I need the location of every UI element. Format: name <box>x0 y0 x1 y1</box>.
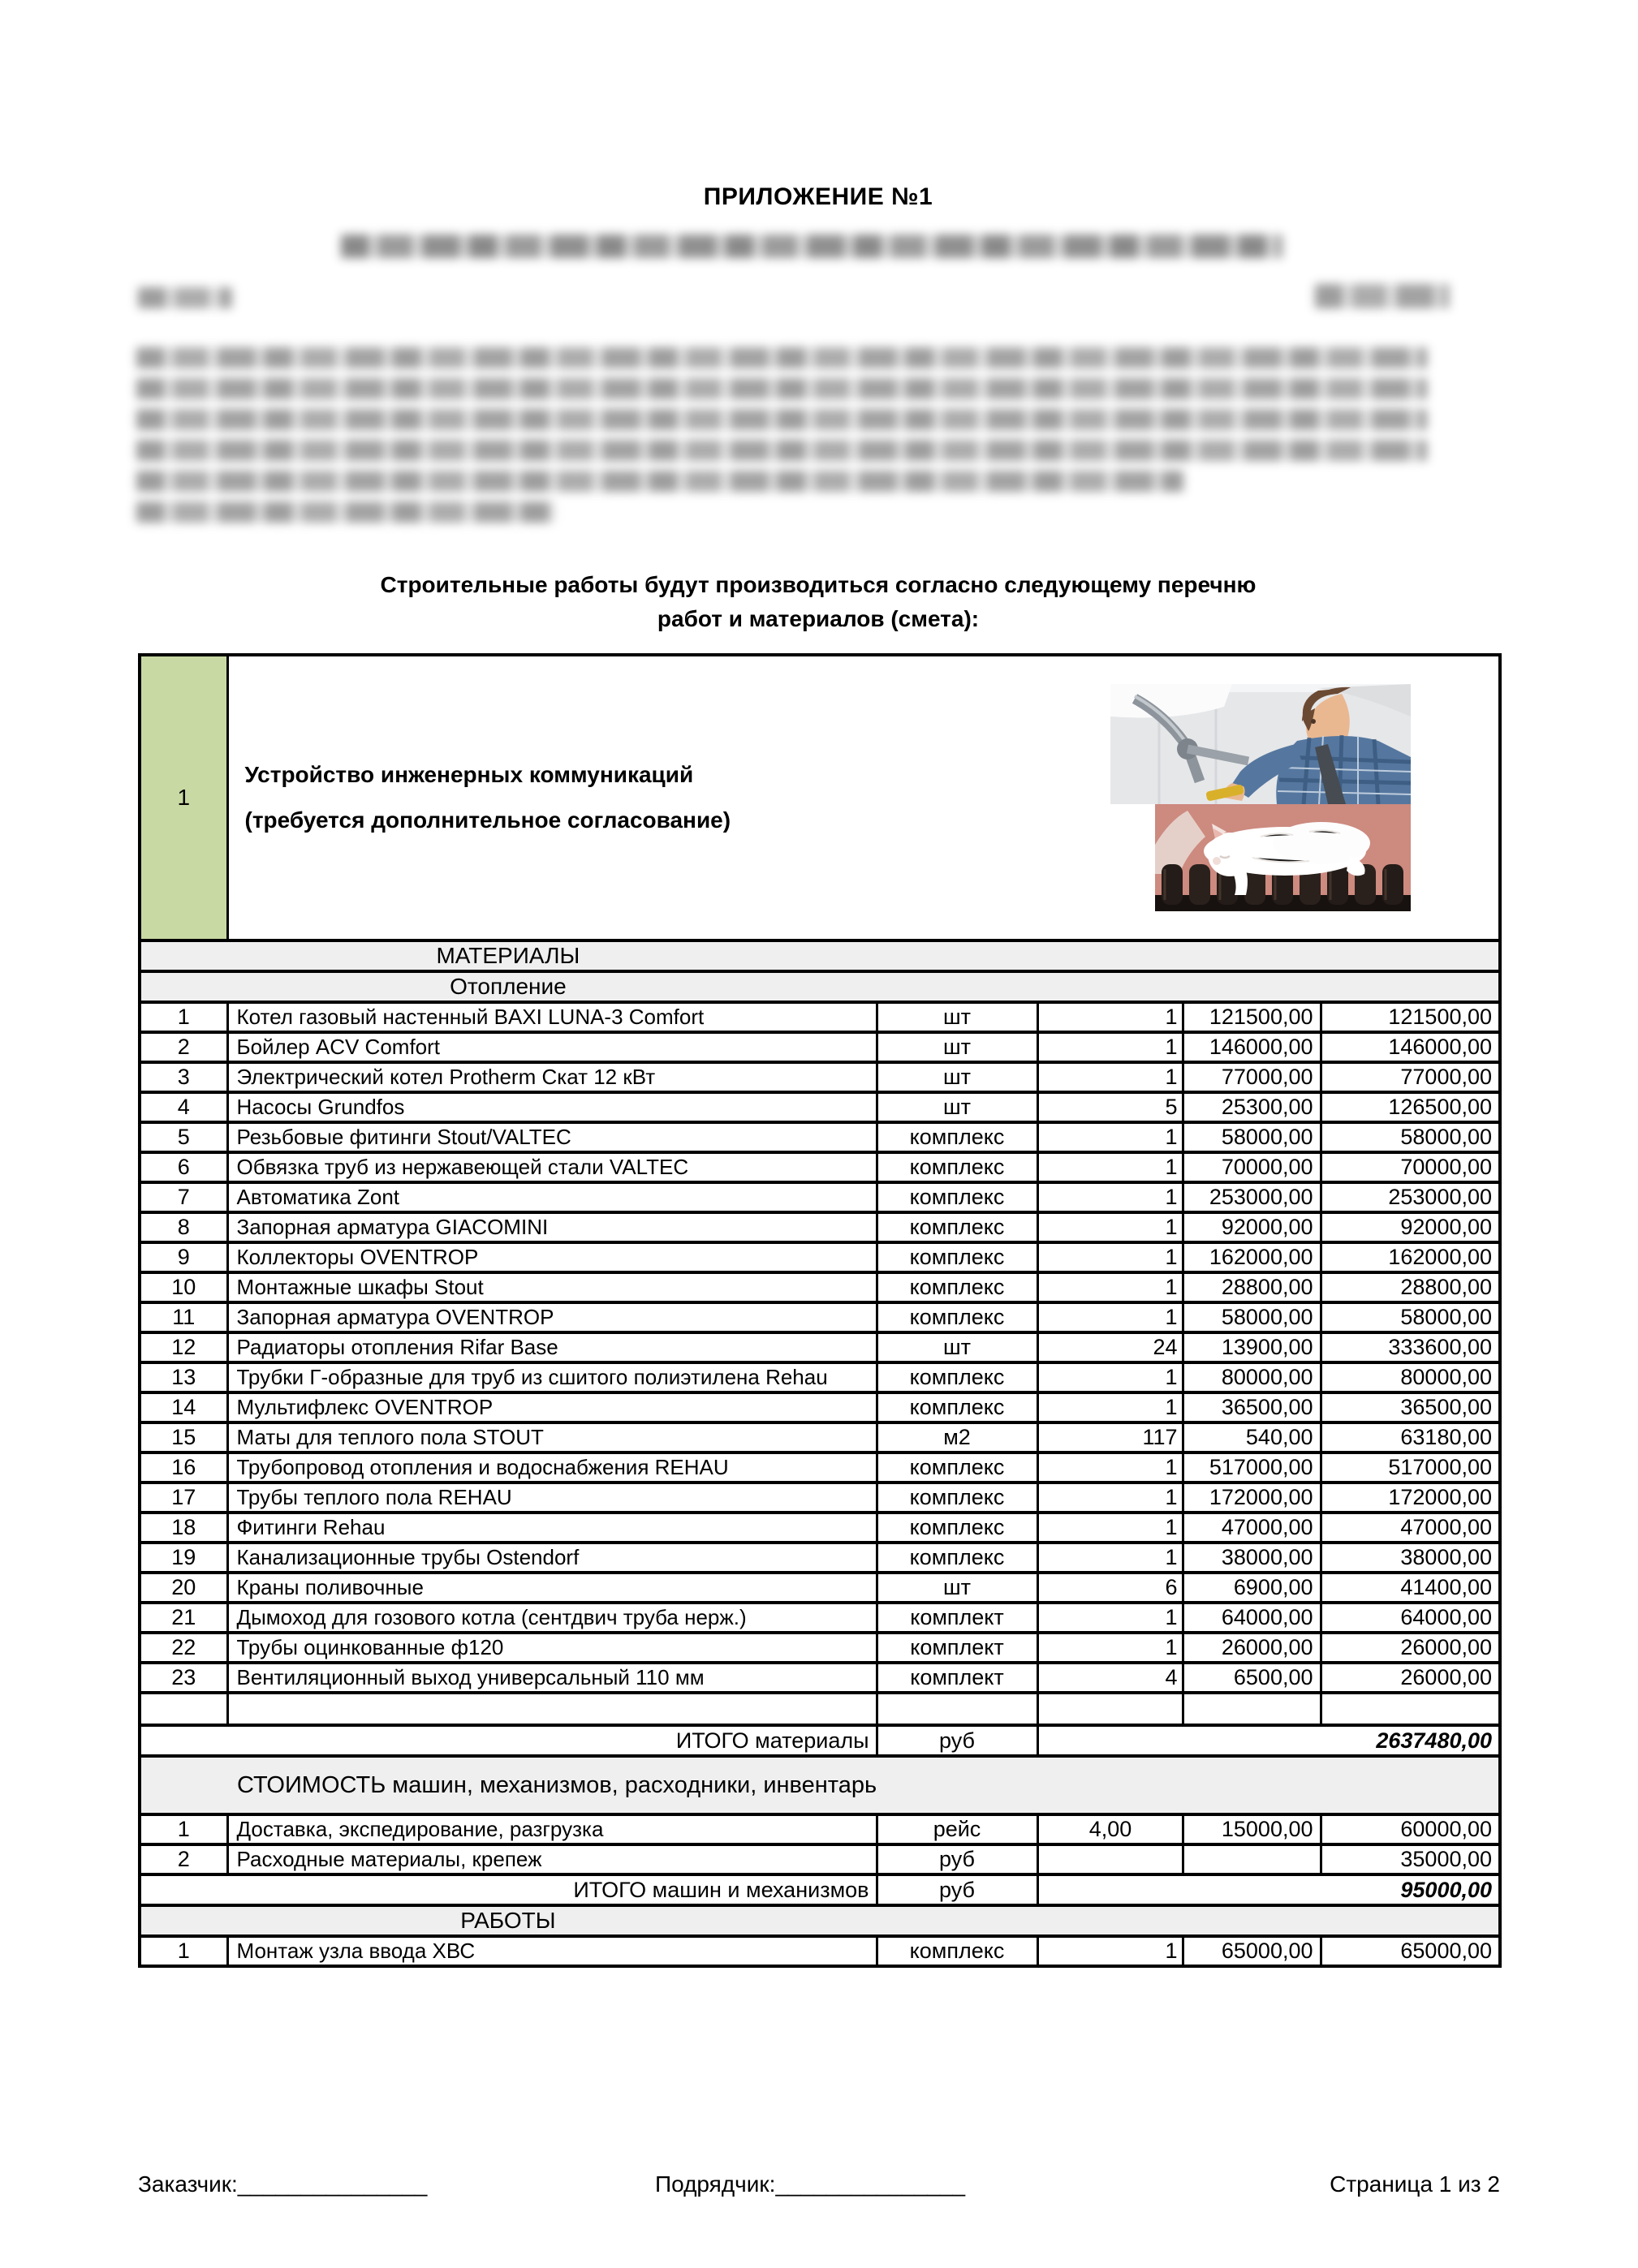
item-name-cell: Резьбовые фитинги Stout/VALTEC <box>227 1122 877 1152</box>
unit-cell: комплекс <box>877 1543 1037 1573</box>
quantity-cell: 117 <box>1037 1422 1183 1452</box>
unit-cell: комплекс <box>877 1242 1037 1272</box>
item-name-cell: Электрический котел Protherm Скат 12 кВт <box>227 1062 877 1092</box>
row-number-cell: 10 <box>140 1272 227 1302</box>
materials-total-label: ИТОГО материалы <box>140 1725 877 1756</box>
project-description-cell <box>227 655 1500 940</box>
item-name-cell: Запорная арматура OVENTROP <box>227 1302 877 1332</box>
price-cell: 36500,00 <box>1183 1392 1321 1422</box>
page-number: Страница 1 из 2 <box>1330 2171 1500 2197</box>
total-cell: 64000,00 <box>1321 1603 1500 1633</box>
quantity-cell: 4,00 <box>1037 1814 1183 1844</box>
contractor-signature-line: _______________ <box>775 2171 966 2197</box>
price-cell: 540,00 <box>1183 1422 1321 1452</box>
unit-cell: комплекс <box>877 1182 1037 1212</box>
total-cell: 58000,00 <box>1321 1302 1500 1332</box>
quantity-cell: 1 <box>1037 1062 1183 1092</box>
quantity-cell: 1 <box>1037 1302 1183 1332</box>
row-number-cell: 17 <box>140 1483 227 1513</box>
total-cell: 80000,00 <box>1321 1362 1500 1392</box>
price-cell: 80000,00 <box>1183 1362 1321 1392</box>
total-cell: 26000,00 <box>1321 1663 1500 1693</box>
row-number-cell: 9 <box>140 1242 227 1272</box>
table-row <box>140 1122 1500 1152</box>
intro-line-1: Строительные работы будут производиться согласно следующему перечню <box>380 572 1257 597</box>
row-number-cell: 21 <box>140 1603 227 1633</box>
table-row <box>140 1032 1500 1062</box>
total-cell: 58000,00 <box>1321 1122 1500 1152</box>
materials-section-cell <box>140 940 1500 971</box>
quantity-cell: 1 <box>1037 1362 1183 1392</box>
row-number-cell: 1 <box>140 1814 227 1844</box>
quantity-cell: 5 <box>1037 1092 1183 1122</box>
machines-section-label: СТОИМОСТЬ машин, механизмов, расходники, инвентарь <box>140 1756 1500 1814</box>
unit-cell: рейс <box>877 1814 1037 1844</box>
quantity-cell: 1 <box>1037 1032 1183 1062</box>
price-cell: 58000,00 <box>1183 1302 1321 1332</box>
table-row <box>140 1663 1500 1693</box>
unit-cell: комплекс <box>877 1392 1037 1422</box>
total-cell: 35000,00 <box>1321 1844 1500 1874</box>
table-row <box>140 1362 1500 1392</box>
table-row <box>140 1242 1500 1272</box>
table-row <box>140 1302 1500 1332</box>
total-cell: 47000,00 <box>1321 1513 1500 1543</box>
table-row <box>140 1332 1500 1362</box>
materials-total-unit: руб <box>877 1725 1037 1756</box>
unit-cell: комплекс <box>877 1936 1037 1966</box>
quantity-cell: 1 <box>1037 1002 1183 1032</box>
unit-cell: комплекс <box>877 1452 1037 1483</box>
unit-cell: шт <box>877 1573 1037 1603</box>
row-number-cell: 23 <box>140 1663 227 1693</box>
quantity-cell: 1 <box>1037 1152 1183 1182</box>
plumber-at-work-photo <box>1110 684 1411 804</box>
price-cell: 47000,00 <box>1183 1513 1321 1543</box>
price-cell: 26000,00 <box>1183 1633 1321 1663</box>
redacted-date <box>1315 284 1449 308</box>
page-title: ПРИЛОЖЕНИЕ №1 <box>703 183 933 210</box>
item-name-cell: Автоматика Zont <box>227 1182 877 1212</box>
row-number-cell: 3 <box>140 1062 227 1092</box>
machines-rows <box>140 1814 1500 1874</box>
price-cell: 162000,00 <box>1183 1242 1321 1272</box>
heating-group-cell <box>140 971 1500 1002</box>
machines-total-value: 95000,00 <box>1037 1874 1500 1905</box>
item-name-cell: Трубы теплого пола REHAU <box>227 1483 877 1513</box>
item-name-cell: Насосы Grundfos <box>227 1092 877 1122</box>
total-cell: 77000,00 <box>1321 1062 1500 1092</box>
intro-heading <box>138 568 1498 636</box>
total-cell: 26000,00 <box>1321 1633 1500 1663</box>
contractor-label: Подрядчик: <box>655 2171 776 2197</box>
project-description: Устройство инженерных коммуникаций (требуется дополнительное согласование) <box>244 762 731 833</box>
redacted-paragraph <box>136 347 1427 532</box>
table-row <box>140 1182 1500 1212</box>
item-name-cell: Вентиляционный выход универсальный 110 мм <box>227 1663 877 1693</box>
table-row <box>140 1936 1500 1966</box>
price-cell: 146000,00 <box>1183 1032 1321 1062</box>
project-row-number-cell: 1 <box>140 655 227 940</box>
estimate-table <box>138 653 1502 1968</box>
unit-cell: руб <box>877 1844 1037 1874</box>
item-name-cell: Коллекторы OVENTROP <box>227 1242 877 1272</box>
price-cell: 15000,00 <box>1183 1814 1321 1844</box>
quantity-cell: 1 <box>1037 1603 1183 1633</box>
price-cell: 77000,00 <box>1183 1062 1321 1092</box>
unit-cell: комплекс <box>877 1272 1037 1302</box>
price-cell: 6900,00 <box>1183 1573 1321 1603</box>
unit-cell: комплекс <box>877 1302 1037 1332</box>
table-row <box>140 1844 1500 1874</box>
total-cell: 126500,00 <box>1321 1092 1500 1122</box>
table-row <box>140 1212 1500 1242</box>
quantity-cell: 1 <box>1037 1452 1183 1483</box>
redacted-text-line <box>136 378 1427 399</box>
quantity-cell: 1 <box>1037 1242 1183 1272</box>
contractor-signature-field <box>655 2171 965 2197</box>
customer-signature-line: _______________ <box>237 2171 428 2197</box>
unit-cell: комплект <box>877 1603 1037 1633</box>
quantity-cell: 1 <box>1037 1272 1183 1302</box>
table-row <box>140 1633 1500 1663</box>
quantity-cell: 1 <box>1037 1513 1183 1543</box>
row-number-cell: 8 <box>140 1212 227 1242</box>
row-number-cell: 19 <box>140 1543 227 1573</box>
table-row <box>140 1392 1500 1422</box>
price-cell: 25300,00 <box>1183 1092 1321 1122</box>
price-cell: 65000,00 <box>1183 1936 1321 1966</box>
total-cell: 121500,00 <box>1321 1002 1500 1032</box>
total-cell: 517000,00 <box>1321 1452 1500 1483</box>
materials-section-label: МАТЕРИАЛЫ <box>436 943 580 968</box>
intro-line-2: работ и материалов (смета): <box>657 606 980 631</box>
row-number-cell: 6 <box>140 1152 227 1182</box>
price-cell <box>1183 1844 1321 1874</box>
row-number-cell: 22 <box>140 1633 227 1663</box>
redacted-text-line <box>136 501 554 523</box>
table-row <box>140 1573 1500 1603</box>
total-cell: 172000,00 <box>1321 1483 1500 1513</box>
quantity-cell: 1 <box>1037 1936 1183 1966</box>
item-name-cell: Трубки Г-образные для труб из сшитого полиэтилена Rehau <box>227 1362 877 1392</box>
item-name-cell: Дымоход для гозового котла (сентдвич труба нерж.) <box>227 1603 877 1633</box>
total-cell: 253000,00 <box>1321 1182 1500 1212</box>
table-row <box>140 1452 1500 1483</box>
machines-total-row <box>140 1874 1500 1905</box>
item-name-cell: Радиаторы отопления Rifar Base <box>227 1332 877 1362</box>
price-cell: 6500,00 <box>1183 1663 1321 1693</box>
quantity-cell: 1 <box>1037 1392 1183 1422</box>
table-row <box>140 1543 1500 1573</box>
total-cell: 36500,00 <box>1321 1392 1500 1422</box>
quantity-cell: 1 <box>1037 1543 1183 1573</box>
heating-group-label: Отопление <box>450 974 567 999</box>
redacted-contract-title <box>341 235 1282 258</box>
item-name-cell: Монтаж узла ввода ХВС <box>227 1936 877 1966</box>
customer-signature-field <box>138 2171 427 2197</box>
works-section-header <box>140 1905 1500 1936</box>
table-row <box>140 1002 1500 1032</box>
row-number-cell: 18 <box>140 1513 227 1543</box>
price-cell: 517000,00 <box>1183 1452 1321 1483</box>
redacted-text-line <box>136 471 1183 492</box>
item-name-cell: Канализационные трубы Ostendorf <box>227 1543 877 1573</box>
unit-cell: комплект <box>877 1633 1037 1663</box>
item-name-cell: Расходные материалы, крепеж <box>227 1844 877 1874</box>
works-section-cell <box>140 1905 1500 1936</box>
materials-section-header <box>140 940 1500 971</box>
total-cell: 162000,00 <box>1321 1242 1500 1272</box>
unit-cell: комплекс <box>877 1483 1037 1513</box>
price-cell: 28800,00 <box>1183 1272 1321 1302</box>
works-section-label: РАБОТЫ <box>460 1908 556 1933</box>
row-number-cell: 14 <box>140 1392 227 1422</box>
quantity-cell <box>1037 1844 1183 1874</box>
item-name-cell: Краны поливочные <box>227 1573 877 1603</box>
total-cell: 41400,00 <box>1321 1573 1500 1603</box>
total-cell: 65000,00 <box>1321 1936 1500 1966</box>
heating-group-header <box>140 971 1500 1002</box>
table-row <box>140 1092 1500 1122</box>
redacted-text-line <box>136 347 1427 368</box>
quantity-cell: 1 <box>1037 1483 1183 1513</box>
unit-cell: комплекс <box>877 1513 1037 1543</box>
total-cell: 146000,00 <box>1321 1032 1500 1062</box>
machines-section-header <box>140 1756 1500 1814</box>
unit-cell: комплекс <box>877 1152 1037 1182</box>
table-row <box>140 1483 1500 1513</box>
project-photos <box>1110 684 1411 911</box>
unit-cell: комплекс <box>877 1122 1037 1152</box>
row-number-cell: 7 <box>140 1182 227 1212</box>
unit-cell: шт <box>877 1062 1037 1092</box>
row-number-cell: 15 <box>140 1422 227 1452</box>
price-cell: 58000,00 <box>1183 1122 1321 1152</box>
row-number-cell: 1 <box>140 1002 227 1032</box>
item-name-cell: Доставка, экспедирование, разгрузка <box>227 1814 877 1844</box>
item-name-cell: Котел газовый настенный BAXI LUNA-3 Comfort <box>227 1002 877 1032</box>
price-cell: 172000,00 <box>1183 1483 1321 1513</box>
unit-cell: комплекс <box>877 1212 1037 1242</box>
price-cell: 92000,00 <box>1183 1212 1321 1242</box>
table-row <box>140 1422 1500 1452</box>
item-name-cell: Фитинги Rehau <box>227 1513 877 1543</box>
materials-total-value: 2637480,00 <box>1037 1725 1500 1756</box>
item-name-cell: Обвязка труб из нержавеющей стали VALTEC <box>227 1152 877 1182</box>
project-row <box>140 655 1500 940</box>
item-name-cell: Монтажные шкафы Stout <box>227 1272 877 1302</box>
quantity-cell: 4 <box>1037 1663 1183 1693</box>
row-number-cell: 5 <box>140 1122 227 1152</box>
materials-total-row <box>140 1725 1500 1756</box>
row-number-cell: 11 <box>140 1302 227 1332</box>
table-row <box>140 1272 1500 1302</box>
price-cell: 64000,00 <box>1183 1603 1321 1633</box>
row-number-cell: 13 <box>140 1362 227 1392</box>
total-cell: 92000,00 <box>1321 1212 1500 1242</box>
item-name-cell: Мультифлекс OVENTROP <box>227 1392 877 1422</box>
cat-sleeping-on-radiator-photo <box>1155 804 1411 911</box>
item-name-cell: Трубы оцинкованные ф120 <box>227 1633 877 1663</box>
price-cell: 121500,00 <box>1183 1002 1321 1032</box>
price-cell: 253000,00 <box>1183 1182 1321 1212</box>
item-name-cell: Маты для теплого пола STOUT <box>227 1422 877 1452</box>
row-number-cell: 4 <box>140 1092 227 1122</box>
table-row <box>140 1152 1500 1182</box>
unit-cell: комплекс <box>877 1362 1037 1392</box>
quantity-cell: 1 <box>1037 1182 1183 1212</box>
customer-label: Заказчик: <box>138 2171 238 2197</box>
total-cell: 28800,00 <box>1321 1272 1500 1302</box>
total-cell: 60000,00 <box>1321 1814 1500 1844</box>
quantity-cell: 6 <box>1037 1573 1183 1603</box>
unit-cell: шт <box>877 1002 1037 1032</box>
row-number-cell: 2 <box>140 1844 227 1874</box>
total-cell: 38000,00 <box>1321 1543 1500 1573</box>
unit-cell: шт <box>877 1332 1037 1362</box>
row-number-cell: 12 <box>140 1332 227 1362</box>
price-cell: 38000,00 <box>1183 1543 1321 1573</box>
price-cell: 13900,00 <box>1183 1332 1321 1362</box>
table-row <box>140 1603 1500 1633</box>
redacted-text-line <box>136 409 1427 430</box>
quantity-cell: 1 <box>1037 1633 1183 1663</box>
redacted-text-line <box>136 440 1427 461</box>
redacted-city <box>138 287 232 308</box>
machines-total-unit: руб <box>877 1874 1037 1905</box>
table-row <box>140 1062 1500 1092</box>
unit-cell: м2 <box>877 1422 1037 1452</box>
spacer-row <box>140 1693 1500 1725</box>
works-rows <box>140 1936 1500 1966</box>
total-cell: 63180,00 <box>1321 1422 1500 1452</box>
unit-cell: шт <box>877 1032 1037 1062</box>
quantity-cell: 1 <box>1037 1212 1183 1242</box>
total-cell: 333600,00 <box>1321 1332 1500 1362</box>
row-number-cell: 16 <box>140 1452 227 1483</box>
price-cell: 70000,00 <box>1183 1152 1321 1182</box>
quantity-cell: 24 <box>1037 1332 1183 1362</box>
item-name-cell: Бойлер ACV Comfort <box>227 1032 877 1062</box>
row-number-cell: 1 <box>140 1936 227 1966</box>
materials-rows <box>140 1002 1500 1693</box>
total-cell: 70000,00 <box>1321 1152 1500 1182</box>
unit-cell: шт <box>877 1092 1037 1122</box>
item-name-cell: Запорная арматура GIACOMINI <box>227 1212 877 1242</box>
machines-total-label: ИТОГО машин и механизмов <box>140 1874 877 1905</box>
unit-cell: комплект <box>877 1663 1037 1693</box>
table-row <box>140 1513 1500 1543</box>
item-name-cell: Трубопровод отопления и водоснабжения REHAU <box>227 1452 877 1483</box>
table-row <box>140 1814 1500 1844</box>
quantity-cell: 1 <box>1037 1122 1183 1152</box>
row-number-cell: 2 <box>140 1032 227 1062</box>
row-number-cell: 20 <box>140 1573 227 1603</box>
